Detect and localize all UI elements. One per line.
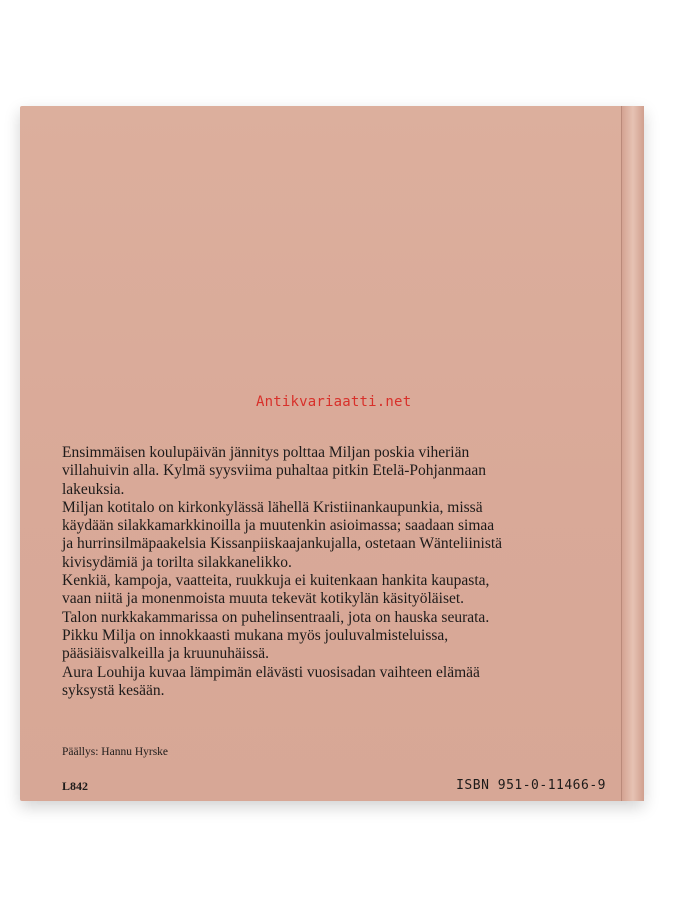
blurb-line: Aura Louhija kuvaa lämpimän elävästi vuosisadan vaihteen elämää [62, 663, 480, 681]
watermark-text: Antikvariaatti.net [256, 394, 412, 410]
blurb-line: Ensimmäisen koulupäivän jännitys polttaa Miljan poskia viheriän [62, 444, 470, 461]
blurb-line: lakeuksia. [62, 480, 125, 498]
isbn-number: ISBN 951-0-11466-9 [456, 778, 606, 793]
blurb-line: Talon nurkkakammarissa on puhelinsentraali, jota on hauska seurata. [62, 608, 490, 626]
blurb-text [62, 444, 622, 700]
blurb-line: vaan niitä ja monenmoista muuta tekevät kotikylän käsityöläiset. [62, 590, 465, 608]
blurb-line: pääsiäisvalkeilla ja kruunuhäissä. [62, 645, 270, 663]
blurb-line: Kenkiä, kampoja, vaatteita, ruukkuja ei kuitenkaan hankita kaupasta, [62, 572, 490, 590]
catalog-code: L842 [62, 779, 89, 793]
blurb-line: ja hurrinsilmäpaakelsia Kissanpiiskaajankujalla, ostetaan Wänteliinistä [62, 535, 503, 553]
blurb-line: syksystä kesään. [62, 681, 165, 699]
book-back-cover [20, 106, 644, 801]
book-spine-edge [621, 106, 644, 801]
blurb-line: Pikku Milja on innokkaasti mukana myös jouluvalmisteluissa, [62, 626, 449, 644]
blurb-line: Miljan kotitalo on kirkonkylässä lähellä Kristiinankaupunkia, missä [62, 498, 483, 516]
blurb-line: kivisydämiä ja torilta silakkanelikko. [62, 553, 292, 571]
blurb-line: villahuivin alla. Kylmä syysviima puhaltaa pitkin Etelä-Pohjanmaan [62, 462, 487, 480]
blurb-line: käydään silakkamarkkinoilla ja muutenkin asioimassa; saadaan simaa [62, 517, 495, 535]
cover-credits: Päällys: Hannu Hyrske [62, 746, 169, 758]
